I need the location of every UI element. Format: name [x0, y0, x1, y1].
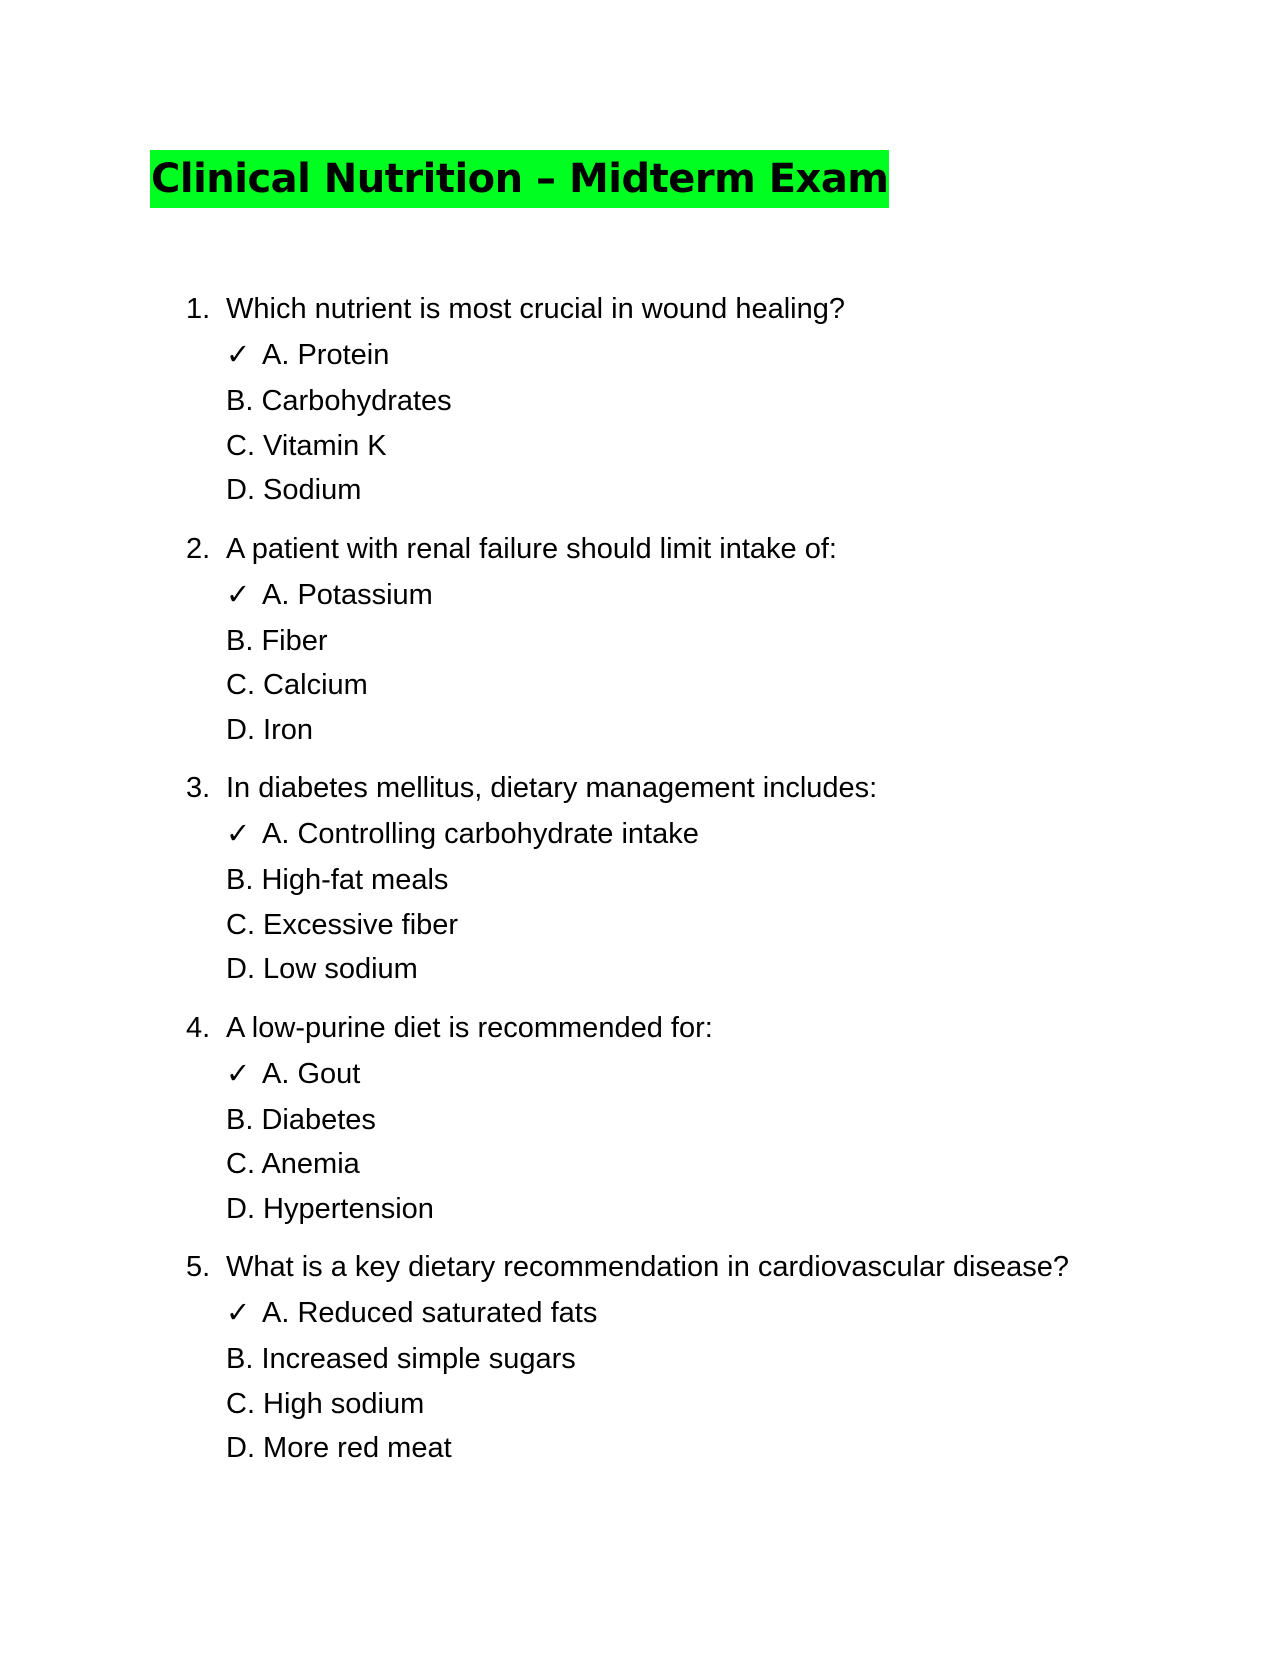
option-c: C. High sodium: [226, 1387, 425, 1420]
option-a-correct: [226, 810, 1186, 858]
option-a-correct: [226, 1289, 1186, 1337]
question-3: [186, 766, 1186, 992]
question-text: In diabetes mellitus, dietary management includes:: [226, 772, 878, 804]
option-list: [186, 331, 1186, 513]
option-list: [186, 571, 1186, 753]
option-list: [186, 1289, 1186, 1471]
question-1: [186, 287, 1186, 513]
check-icon: ✓: [226, 818, 251, 850]
option-d: D. More red meat: [226, 1432, 452, 1464]
question-number: 2.: [186, 532, 211, 565]
option-b: B. Diabetes: [226, 1103, 376, 1136]
option-b: B. High-fat meals: [226, 864, 449, 896]
question-stem: [186, 1245, 1186, 1289]
option-d: D. Iron: [226, 713, 314, 746]
question-text: What is a key dietary recommendation in cardiovascular disease?: [226, 1251, 1070, 1283]
option-d: D. Low sodium: [226, 953, 418, 985]
question-2: [186, 527, 1186, 753]
question-4: [186, 1006, 1186, 1232]
option-d: D. Sodium: [226, 474, 362, 506]
check-icon: ✓: [226, 339, 251, 371]
question-stem: [186, 766, 1186, 810]
option-a-correct: [226, 571, 1186, 619]
option-label: A. Reduced saturated fats: [262, 1297, 598, 1329]
option-b: B. Carbohydrates: [226, 385, 452, 417]
check-icon: ✓: [226, 578, 251, 611]
option-label: A. Potassium: [262, 578, 433, 611]
question-text: A low-purine diet is recommended for:: [226, 1011, 713, 1044]
question-text: Which nutrient is most crucial in wound healing?: [226, 293, 845, 325]
question-list: [186, 287, 1186, 1485]
question-stem: [186, 527, 1186, 571]
option-a-correct: [226, 331, 1186, 379]
option-label: A. Protein: [262, 339, 390, 371]
question-number: 1.: [186, 293, 211, 325]
option-c: C. Calcium: [226, 669, 368, 701]
check-icon: ✓: [226, 1057, 251, 1090]
question-number: 5.: [186, 1251, 211, 1283]
check-icon: ✓: [226, 1297, 251, 1329]
option-d: D. Hypertension: [226, 1192, 434, 1225]
question-stem: [186, 287, 1186, 331]
option-a-correct: [226, 1050, 1186, 1098]
option-label: A. Controlling carbohydrate intake: [262, 818, 699, 850]
option-list: [186, 1050, 1186, 1232]
option-label: A. Gout: [262, 1057, 361, 1090]
option-b: B. Increased simple sugars: [226, 1343, 576, 1375]
question-5: [186, 1245, 1186, 1471]
question-stem: [186, 1006, 1186, 1050]
option-b: B. Fiber: [226, 624, 328, 657]
option-c: C. Vitamin K: [226, 429, 387, 462]
question-number: 3.: [186, 772, 211, 804]
option-c: C. Anemia: [226, 1148, 360, 1180]
option-c: C. Excessive fiber: [226, 908, 459, 941]
question-number: 4.: [186, 1011, 211, 1044]
question-text: A patient with renal failure should limit intake of:: [226, 532, 837, 565]
option-list: [186, 810, 1186, 992]
page-title: Clinical Nutrition – Midterm Exam: [150, 150, 889, 208]
